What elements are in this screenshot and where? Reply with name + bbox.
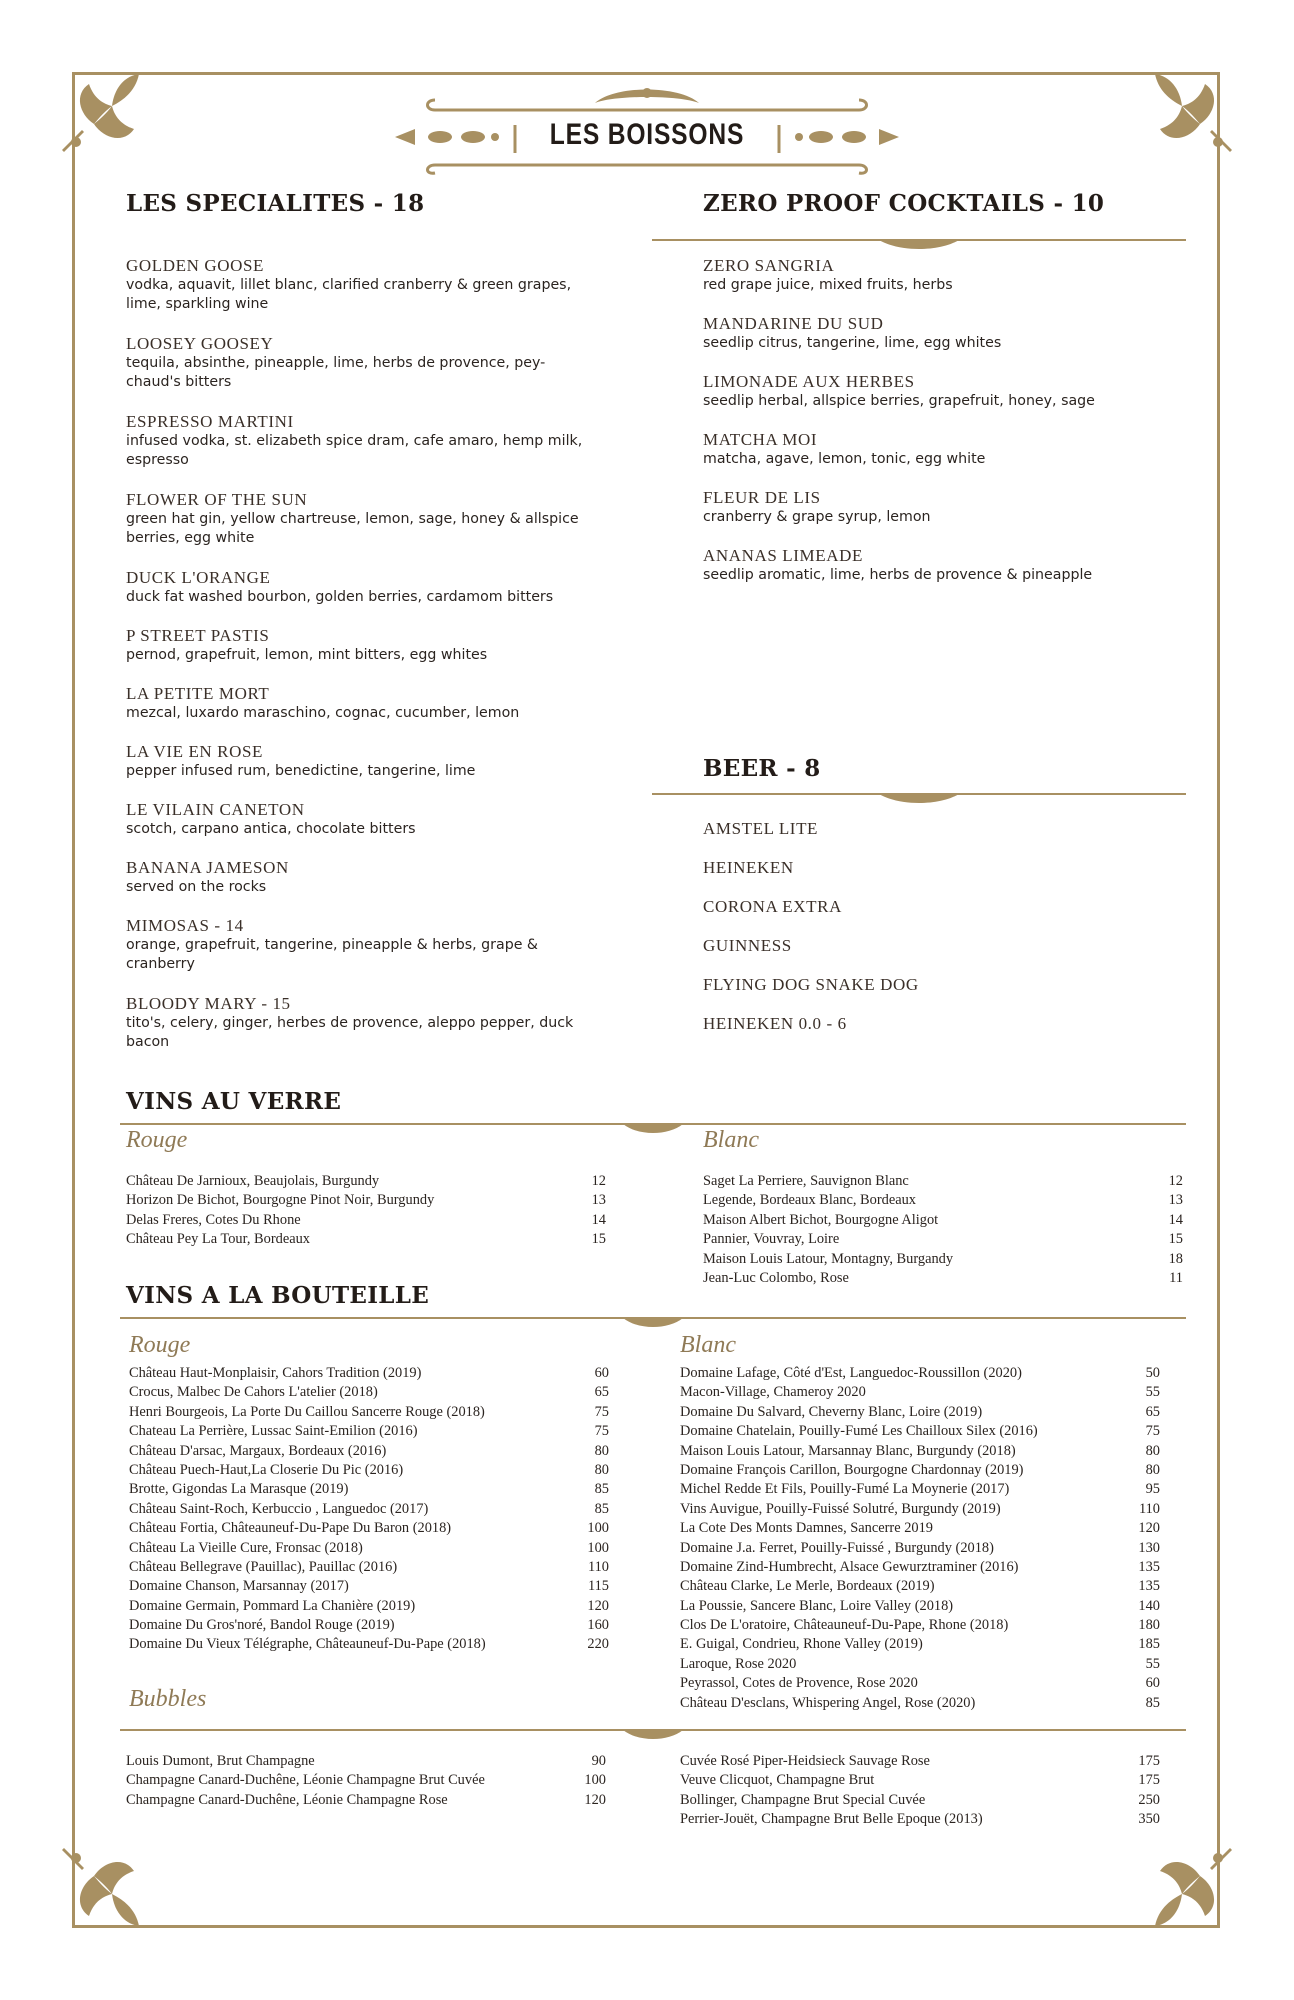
specialite-item — [126, 334, 686, 392]
wine-name: Bollinger, Champagne Brut Special Cuvée — [680, 1791, 926, 1808]
specialite-item-desc: tito's, celery, ginger, herbes de provence, aleppo pepper, duck — [126, 1015, 574, 1031]
wine-row — [680, 1461, 1160, 1480]
wine-price: 12 — [1168, 1173, 1183, 1189]
wine-price: 11 — [1169, 1269, 1183, 1286]
specialite-item-desc: bacon — [126, 1034, 170, 1050]
specialite-item-desc: chaud's bitters — [126, 374, 232, 390]
wine-name: La Cote Des Monts Damnes, Sancerre 2019 — [680, 1520, 933, 1537]
wine-name: Château Haut-Monplaisir, Cahors Tradition (2019) — [129, 1365, 422, 1381]
wine-row — [680, 1810, 1160, 1829]
wine-name: Champagne Canard-Duchêne, Léonie Champagne Rose — [126, 1791, 448, 1808]
zero-proof-item-desc: matcha, agave, lemon, tonic, egg white — [703, 451, 986, 467]
specialite-item-name: GOLDEN GOOSE — [126, 256, 264, 275]
specialite-item — [126, 916, 686, 974]
wine-name: Château D'esclans, Whispering Angel, Rose (2020) — [680, 1694, 976, 1711]
wine-name: Saget La Perriere, Sauvignon Blanc — [703, 1173, 909, 1189]
wine-name: Château De Jarnioux, Beaujolais, Burgundy — [126, 1173, 380, 1189]
specialite-item-desc: espresso — [126, 452, 189, 468]
specialite-item — [126, 412, 686, 470]
specialite-item-desc: pepper infused rum, benedictine, tangerine, lime — [126, 763, 476, 779]
wine-price: 80 — [1145, 1461, 1160, 1478]
wine-price: 75 — [1145, 1423, 1160, 1440]
wine-name: Michel Redde Et Fils, Pouilly-Fumé La Moynerie (2017) — [680, 1481, 1010, 1498]
wine-name: Macon-Village, Chameroy 2020 — [680, 1384, 866, 1401]
specialite-item — [126, 684, 686, 723]
wine-name: Domaine Du Vieux Télégraphe, Châteauneuf-Du-Pape (2018) — [129, 1636, 486, 1653]
specialite-item-name: ESPRESSO MARTINI — [126, 412, 294, 431]
beer-item: GUINNESS — [703, 936, 792, 955]
wine-row — [129, 1383, 609, 1402]
bubbles-left-list — [126, 1752, 606, 1810]
wine-row — [129, 1597, 609, 1616]
wine-row — [680, 1752, 1160, 1771]
wine-row — [703, 1269, 1183, 1288]
wine-price: 120 — [584, 1791, 606, 1808]
specialite-item — [126, 994, 686, 1052]
wine-row — [126, 1211, 606, 1230]
wine-name: Chateau La Perrière, Lussac Saint-Emilion (2016) — [129, 1423, 418, 1440]
zero-proof-item — [703, 372, 1263, 411]
wine-price: 55 — [1145, 1384, 1160, 1401]
wine-row — [126, 1752, 606, 1771]
wine-name: Brotte, Gigondas La Marasque (2019) — [129, 1481, 349, 1498]
wine-row — [126, 1191, 606, 1210]
wine-name: Château Fortia, Châteauneuf-Du-Pape Du Baron (2018) — [129, 1520, 452, 1537]
wine-name: Veuve Clicquot, Champagne Brut — [680, 1772, 875, 1789]
wine-name: Champagne Canard-Duchêne, Léonie Champagne Brut Cuvée — [126, 1772, 485, 1789]
specialite-item-name: LE VILAIN CANETON — [126, 800, 305, 819]
specialite-item-desc: infused vodka, st. elizabeth spice dram, cafe amaro, hemp milk, — [126, 433, 583, 449]
specialite-item-desc: berries, egg white — [126, 530, 255, 546]
wine-name: Château Bellegrave (Pauillac), Pauillac (2016) — [129, 1558, 398, 1575]
verre-blanc-list — [703, 1172, 1183, 1288]
wine-name: Domaine Du Salvard, Cheverny Blanc, Loire (2019) — [680, 1403, 983, 1420]
specialite-item — [126, 858, 686, 897]
wine-name: Maison Albert Bichot, Bourgogne Aligot — [703, 1211, 939, 1228]
beer-item: HEINEKEN 0.0 - 6 — [703, 1014, 847, 1033]
wine-row — [129, 1539, 609, 1558]
wine-price: 90 — [591, 1753, 606, 1769]
zero-proof-item — [703, 488, 1263, 527]
wine-row — [129, 1577, 609, 1596]
wine-row — [126, 1771, 606, 1790]
wine-row — [129, 1558, 609, 1577]
bubbles-right-list — [680, 1752, 1160, 1830]
wine-row — [703, 1172, 1183, 1191]
wine-row — [680, 1597, 1160, 1616]
wine-price: 85 — [1145, 1694, 1160, 1711]
wine-price: 14 — [1168, 1211, 1183, 1228]
wine-price: 50 — [1145, 1365, 1160, 1381]
specialite-item-name: BANANA JAMESON — [126, 858, 289, 877]
verre-rouge-list — [126, 1172, 606, 1250]
wine-price: 60 — [1145, 1675, 1160, 1692]
wine-price: 18 — [1168, 1250, 1183, 1267]
wine-price: 100 — [584, 1772, 606, 1789]
beer-item: HEINEKEN — [703, 858, 794, 877]
wine-row — [129, 1403, 609, 1422]
verre-blanc-label: Blanc — [703, 1127, 759, 1153]
wine-row — [680, 1422, 1160, 1441]
specialite-item — [126, 256, 686, 314]
wine-name: Château Clarke, Le Merle, Bordeaux (2019) — [680, 1578, 935, 1595]
wine-name: Crocus, Malbec De Cahors L'atelier (2018) — [129, 1384, 378, 1401]
wine-price: 160 — [587, 1617, 609, 1634]
wine-row — [129, 1461, 609, 1480]
wine-price: 15 — [1168, 1231, 1183, 1248]
wine-row — [129, 1519, 609, 1538]
wine-row — [680, 1771, 1160, 1790]
wine-price: 120 — [1138, 1520, 1160, 1537]
specialite-item-desc: lime, sparkling wine — [126, 296, 269, 312]
divider-ornament-icon — [120, 1118, 1186, 1138]
bouteille-blanc-list — [680, 1364, 1160, 1713]
wine-row — [126, 1230, 606, 1249]
zero-proof-heading: ZERO PROOF COCKTAILS - 10 — [703, 190, 1105, 217]
wine-row — [680, 1674, 1160, 1693]
wine-name: Legende, Bordeaux Blanc, Bordeaux — [703, 1192, 916, 1209]
verre-rouge-label: Rouge — [126, 1127, 188, 1153]
wine-price: 115 — [587, 1578, 609, 1595]
wine-name: Domaine J.a. Ferret, Pouilly-Fuissé , Burgundy (2018) — [680, 1539, 994, 1556]
wine-row — [129, 1635, 609, 1654]
beer-item: AMSTEL LITE — [703, 819, 819, 838]
wine-price: 14 — [591, 1211, 606, 1228]
specialite-item-name: MIMOSAS - 14 — [126, 916, 244, 935]
wine-name: Maison Louis Latour, Marsannay Blanc, Burgundy (2018) — [680, 1442, 1016, 1459]
wine-price: 175 — [1138, 1753, 1160, 1769]
wine-name: Domaine Germain, Pommard La Chanière (2019) — [129, 1597, 416, 1614]
specialite-item-desc: green hat gin, yellow chartreuse, lemon, sage, honey & allspice — [126, 511, 579, 527]
wine-price: 65 — [1145, 1403, 1160, 1420]
wine-row — [680, 1539, 1160, 1558]
wine-row — [680, 1616, 1160, 1635]
specialites-heading: LES SPECIALITES - 18 — [126, 190, 425, 217]
wine-price: 175 — [1138, 1772, 1160, 1789]
wine-name: Vins Auvigue, Pouilly-Fuissé Solutré, Burgundy (2019) — [680, 1500, 1001, 1517]
specialite-item — [126, 626, 686, 665]
wine-name: Domaine Zind-Humbrecht, Alsace Gewurztraminer (2016) — [680, 1558, 1019, 1575]
bouteille-blanc-label: Blanc — [680, 1332, 736, 1358]
wine-price: 85 — [594, 1481, 609, 1498]
wine-row — [680, 1442, 1160, 1461]
specialite-item-name: LA PETITE MORT — [126, 684, 270, 703]
vins-au-verre-heading: VINS AU VERRE — [126, 1088, 342, 1115]
wine-row — [129, 1480, 609, 1499]
divider-ornament-icon — [652, 786, 1186, 806]
wine-row — [703, 1191, 1183, 1210]
specialite-item-name: FLOWER OF THE SUN — [126, 490, 308, 509]
zero-proof-item — [703, 314, 1263, 353]
zero-proof-item-desc: seedlip aromatic, lime, herbs de provence & pineapple — [703, 567, 1093, 583]
beer-item: CORONA EXTRA — [703, 897, 842, 916]
wine-name: Domaine Chatelain, Pouilly-Fumé Les Chailloux Silex (2016) — [680, 1423, 1038, 1440]
wine-name: Pannier, Vouvray, Loire — [703, 1231, 840, 1248]
bubbles-label: Bubbles — [129, 1686, 207, 1712]
zero-proof-item-name: ANANAS LIMEADE — [703, 546, 863, 565]
wine-name: Domaine Chanson, Marsannay (2017) — [129, 1578, 349, 1595]
zero-proof-item-name: MATCHA MOI — [703, 430, 818, 449]
wine-price: 110 — [587, 1558, 609, 1575]
wine-row — [680, 1364, 1160, 1383]
wine-price: 13 — [1168, 1192, 1183, 1209]
wine-price: 13 — [591, 1192, 606, 1209]
divider-ornament-icon — [120, 1724, 1186, 1744]
wine-row — [129, 1422, 609, 1441]
wine-price: 55 — [1145, 1655, 1160, 1672]
bouteille-rouge-label: Rouge — [129, 1332, 191, 1358]
specialite-item-desc: pernod, grapefruit, lemon, mint bitters, egg whites — [126, 647, 488, 663]
wine-price: 75 — [594, 1423, 609, 1440]
wine-price: 80 — [594, 1442, 609, 1459]
wine-price: 135 — [1138, 1558, 1160, 1575]
wine-row — [129, 1364, 609, 1383]
specialite-item-desc: scotch, carpano antica, chocolate bitters — [126, 821, 416, 837]
wine-price: 60 — [594, 1365, 609, 1381]
specialite-item-name: DUCK L'ORANGE — [126, 568, 271, 587]
specialite-item-name: LOOSEY GOOSEY — [126, 334, 274, 353]
specialite-item-desc: mezcal, luxardo maraschino, cognac, cucumber, lemon — [126, 705, 520, 721]
wine-name: Château La Vieille Cure, Fronsac (2018) — [129, 1539, 363, 1556]
vins-bouteille-heading: VINS A LA BOUTEILLE — [126, 1282, 430, 1309]
zero-proof-item-name: LIMONADE AUX HERBES — [703, 372, 915, 391]
specialite-item-desc: duck fat washed bourbon, golden berries, cardamom bitters — [126, 589, 554, 605]
divider-ornament-icon — [120, 1312, 1186, 1332]
wine-price: 80 — [594, 1461, 609, 1478]
wine-name: Peyrassol, Cotes de Provence, Rose 2020 — [680, 1675, 918, 1692]
zero-proof-item-name: FLEUR DE LIS — [703, 488, 821, 507]
specialite-item-name: BLOODY MARY - 15 — [126, 994, 291, 1013]
zero-proof-item-desc: cranberry & grape syrup, lemon — [703, 509, 931, 525]
wine-name: Château Pey La Tour, Bordeaux — [126, 1231, 310, 1248]
page-title: LES BOISSONS — [549, 118, 745, 151]
wine-price: 85 — [594, 1500, 609, 1517]
specialite-item — [126, 568, 686, 607]
wine-row — [703, 1211, 1183, 1230]
wine-name: Château Puech-Haut,La Closerie Du Pic (2016) — [129, 1461, 404, 1478]
zero-proof-item-desc: red grape juice, mixed fruits, herbs — [703, 277, 953, 293]
wine-row — [129, 1442, 609, 1461]
wine-price: 65 — [594, 1384, 609, 1401]
wine-name: Laroque, Rose 2020 — [680, 1655, 797, 1672]
wine-row — [680, 1558, 1160, 1577]
wine-price: 100 — [587, 1520, 609, 1537]
zero-proof-item — [703, 546, 1263, 585]
specialite-item-desc: served on the rocks — [126, 879, 267, 895]
beer-item: FLYING DOG SNAKE DOG — [703, 975, 919, 994]
divider-ornament-icon — [652, 232, 1186, 252]
wine-name: Domaine Du Gros'noré, Bandol Rouge (2019) — [129, 1617, 395, 1634]
zero-proof-item — [703, 430, 1263, 469]
wine-row — [129, 1616, 609, 1635]
wine-name: Delas Freres, Cotes Du Rhone — [126, 1211, 301, 1228]
wine-row — [126, 1172, 606, 1191]
zero-proof-item-name: ZERO SANGRIA — [703, 256, 835, 275]
wine-name: Château Saint-Roch, Kerbuccio , Languedoc (2017) — [129, 1500, 429, 1517]
wine-name: Henri Bourgeois, La Porte Du Caillou Sancerre Rouge (2018) — [129, 1403, 485, 1420]
wine-name: Louis Dumont, Brut Champagne — [126, 1753, 315, 1769]
wine-price: 135 — [1138, 1578, 1160, 1595]
zero-proof-item-desc: seedlip herbal, allspice berries, grapefruit, honey, sage — [703, 393, 1095, 409]
bouteille-rouge-list — [129, 1364, 609, 1655]
wine-price: 15 — [591, 1231, 606, 1248]
wine-price: 130 — [1138, 1539, 1160, 1556]
wine-name: E. Guigal, Condrieu, Rhone Valley (2019) — [680, 1636, 923, 1653]
specialite-item-name: LA VIE EN ROSE — [126, 742, 264, 761]
wine-row — [680, 1655, 1160, 1674]
wine-row — [703, 1230, 1183, 1249]
fleur-corner-ornament-icon — [54, 1836, 164, 1946]
wine-name: Château D'arsac, Margaux, Bordeaux (2016) — [129, 1442, 387, 1459]
specialite-item-desc: vodka, aquavit, lillet blanc, clarified cranberry & green grapes, — [126, 277, 572, 293]
zero-proof-item-name: MANDARINE DU SUD — [703, 314, 884, 333]
wine-price: 80 — [1145, 1442, 1160, 1459]
wine-row — [680, 1635, 1160, 1654]
wine-price: 350 — [1138, 1811, 1160, 1828]
wine-price: 220 — [587, 1636, 609, 1653]
wine-price: 185 — [1138, 1636, 1160, 1653]
wine-name: Jean-Luc Colombo, Rose — [703, 1269, 849, 1286]
wine-name: Domaine Lafage, Côté d'Est, Languedoc-Roussillon (2020) — [680, 1365, 1022, 1381]
wine-name: Horizon De Bichot, Bourgogne Pinot Noir, Burgundy — [126, 1192, 435, 1209]
wine-row — [703, 1250, 1183, 1269]
beer-heading: BEER - 8 — [703, 755, 821, 782]
zero-proof-item-desc: seedlip citrus, tangerine, lime, egg whites — [703, 335, 1002, 351]
wine-price: 100 — [587, 1539, 609, 1556]
wine-row — [129, 1500, 609, 1519]
specialite-item — [126, 490, 686, 548]
wine-row — [126, 1791, 606, 1810]
specialite-item — [126, 742, 686, 781]
specialite-item-desc: tequila, absinthe, pineapple, lime, herbs de provence, pey- — [126, 355, 546, 371]
wine-price: 140 — [1138, 1597, 1160, 1614]
specialite-item-desc: orange, grapefruit, tangerine, pineapple & herbs, grape & — [126, 937, 538, 953]
wine-row — [680, 1694, 1160, 1713]
wine-price: 250 — [1138, 1791, 1160, 1808]
fleur-corner-ornament-icon — [1130, 1836, 1240, 1946]
wine-price: 120 — [587, 1597, 609, 1614]
wine-row — [680, 1500, 1160, 1519]
specialite-item — [126, 800, 686, 839]
wine-name: Maison Louis Latour, Montagny, Burgandy — [703, 1250, 954, 1267]
wine-name: Perrier-Jouët, Champagne Brut Belle Epoque (2013) — [680, 1811, 983, 1828]
wine-row — [680, 1577, 1160, 1596]
wine-price: 110 — [1138, 1500, 1160, 1517]
wine-name: La Poussie, Sancere Blanc, Loire Valley (2018) — [680, 1597, 954, 1614]
zero-proof-item — [703, 256, 1263, 295]
wine-name: Clos De L'oratoire, Châteauneuf-Du-Pape, Rhone (2018) — [680, 1617, 1009, 1634]
wine-row — [680, 1403, 1160, 1422]
wine-name: Cuvée Rosé Piper-Heidsieck Sauvage Rose — [680, 1753, 930, 1769]
wine-row — [680, 1480, 1160, 1499]
specialite-item-desc: cranberry — [126, 956, 195, 972]
specialite-item-name: P STREET PASTIS — [126, 626, 270, 645]
wine-price: 75 — [594, 1403, 609, 1420]
wine-row — [680, 1383, 1160, 1402]
wine-price: 95 — [1145, 1481, 1160, 1498]
wine-row — [680, 1519, 1160, 1538]
wine-row — [680, 1791, 1160, 1810]
wine-price: 180 — [1138, 1617, 1160, 1634]
wine-price: 12 — [591, 1173, 606, 1189]
wine-name: Domaine François Carillon, Bourgogne Chardonnay (2019) — [680, 1461, 1024, 1478]
